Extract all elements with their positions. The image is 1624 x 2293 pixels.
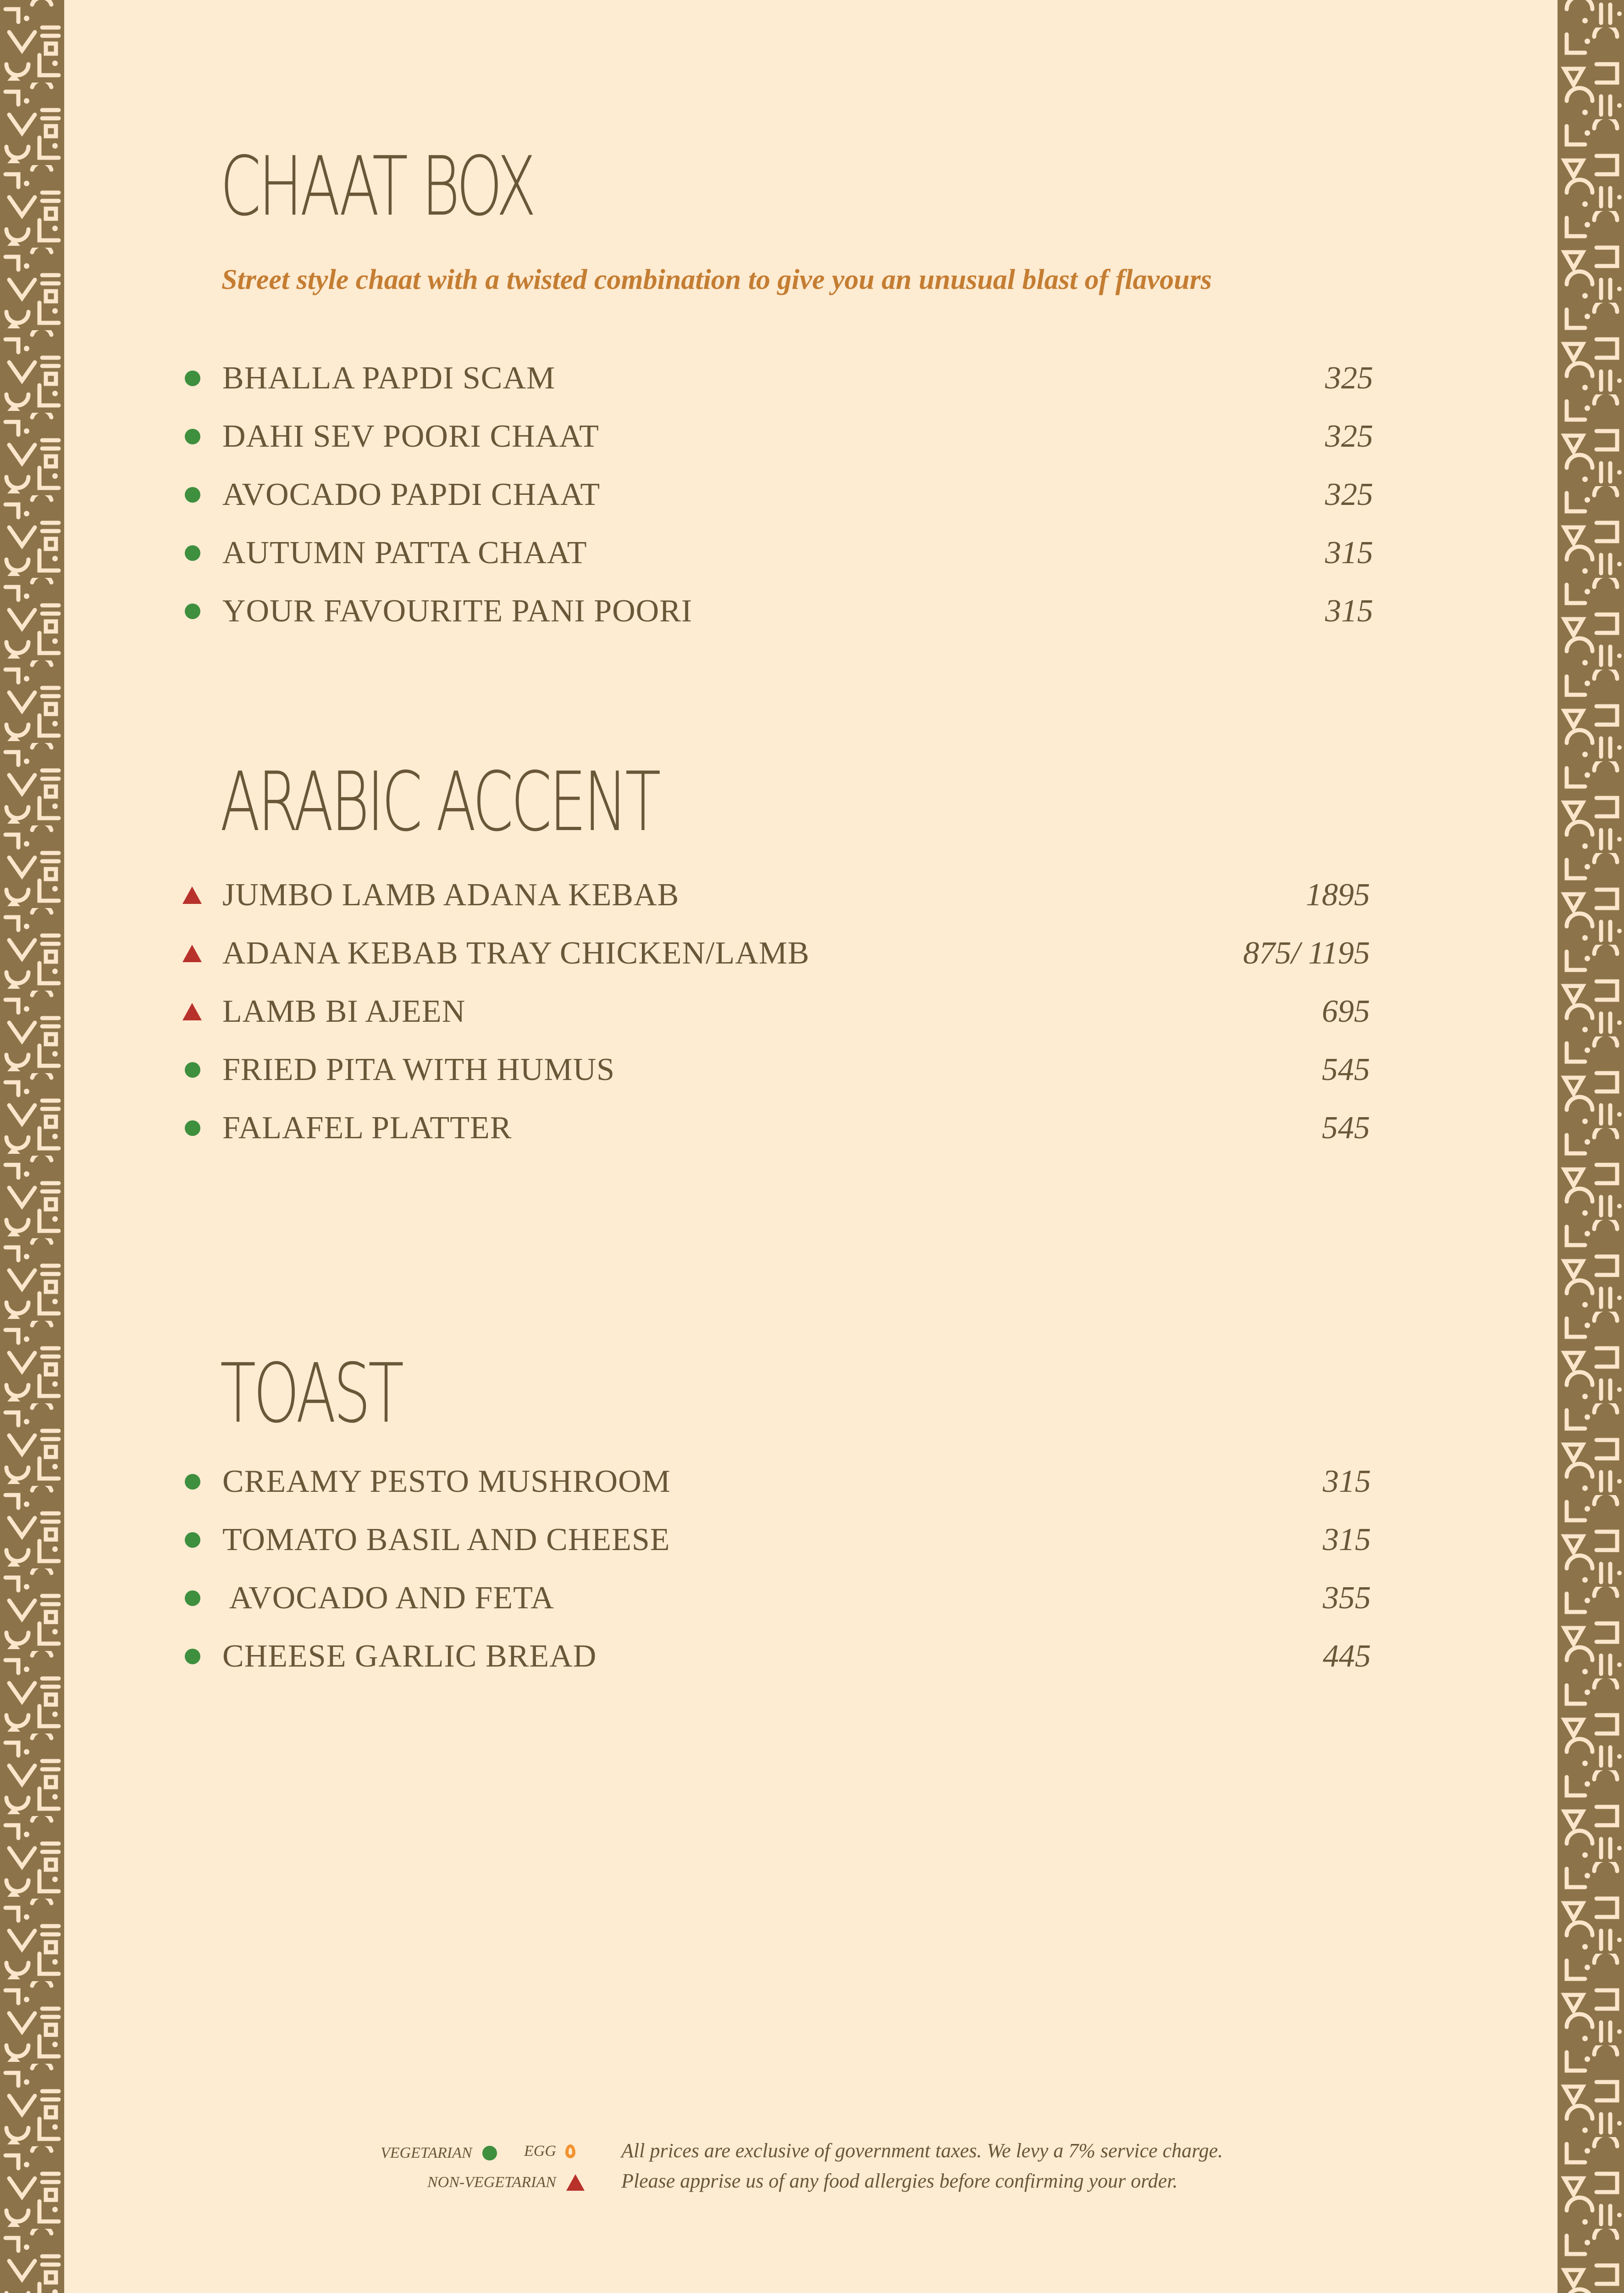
item-name: DAHI SEV POORI CHAAT [222,418,599,454]
item-price: 695 [1322,993,1370,1029]
vegetarian-dot-icon [185,1590,200,1606]
vegetarian-dot-icon [482,2146,497,2160]
item-name: YOUR FAVOURITE PANI POORI [222,593,693,629]
tribal-pattern-icon [1558,0,1624,2293]
vegetarian-dot-icon [185,1474,200,1490]
menu-item [181,866,1370,924]
item-name: CHEESE GARLIC BREAD [222,1638,597,1674]
item-name: FRIED PITA WITH HUMUS [222,1052,615,1087]
vegetarian-dot-icon [185,545,200,561]
menu-item [181,1041,1370,1099]
section-title-chaat-box: CHAAT BOX [220,139,534,234]
note-allergies: Please apprise us of any food allergies before confirming your order. [621,2170,1178,2192]
non-vegetarian-triangle-icon [566,2174,585,2191]
tribal-pattern-icon [0,0,64,2293]
item-price: 315 [1325,535,1373,570]
vegetarian-dot-icon [185,1649,200,1664]
vegetarian-dot-icon [185,1120,200,1136]
menu-item [181,1099,1370,1157]
item-price: 545 [1322,1110,1370,1146]
non-vegetarian-triangle-icon [182,886,202,904]
item-price: 325 [1325,418,1373,454]
item-name: JUMBO LAMB ADANA KEBAB [222,877,679,913]
non-vegetarian-triangle-icon [182,945,202,962]
item-price: 355 [1323,1580,1371,1616]
menu-item [181,407,1373,465]
item-price: 325 [1325,476,1373,512]
menu-item [181,924,1370,982]
menu-item [181,982,1370,1041]
item-price: 1895 [1306,877,1370,913]
legend-label-non-vegetarian: NON-VEGETARIAN [427,2174,556,2191]
menu-item [181,1627,1371,1685]
item-name: CREAMY PESTO MUSHROOM [222,1463,671,1499]
menu-item [181,524,1373,582]
item-name: LAMB BI AJEEN [222,993,466,1029]
vegetarian-dot-icon [185,1532,200,1548]
decorative-border-right [1558,0,1624,2293]
legend-label-vegetarian: VEGETARIAN [381,2144,472,2161]
menu-item [181,465,1373,524]
legend-vegetarian [381,2144,497,2162]
item-name: BHALLA PAPDI SCAM [222,360,556,396]
section-title-arabic-accent: ARABIC ACCENT [220,754,658,849]
item-price: 545 [1322,1052,1370,1087]
legend-label-egg: EGG [524,2143,556,2160]
item-price: 325 [1325,360,1373,396]
decorative-border-left [0,0,64,2293]
menu-item [181,1452,1371,1511]
item-price: 315 [1323,1463,1371,1499]
vegetarian-dot-icon [185,604,200,619]
item-name: TOMATO BASIL AND CHEESE [222,1522,670,1557]
item-price: 315 [1323,1522,1371,1557]
section-title-toast: TOAST [220,1346,402,1441]
menu-list-arabic-accent [181,866,1370,1157]
item-name: AVOCADO AND FETA [222,1580,554,1616]
egg-icon [565,2144,575,2158]
menu-list-toast [181,1452,1371,1685]
footer [0,2137,1624,2201]
vegetarian-dot-icon [185,487,200,503]
item-price: 445 [1323,1638,1371,1674]
menu-item [181,1511,1371,1569]
item-price: 875/ 1195 [1243,935,1370,971]
item-price: 315 [1325,593,1373,629]
vegetarian-dot-icon [185,371,200,386]
menu-item [181,1569,1371,1627]
vegetarian-dot-icon [185,429,200,444]
legend-egg [524,2143,575,2160]
item-name: AUTUMN PATTA CHAAT [222,535,587,570]
note-taxes: All prices are exclusive of government taxes. We levy a 7% service charge. [621,2139,1223,2162]
menu-item [181,349,1373,407]
legend-non-vegetarian [427,2174,585,2191]
section-subtitle-chaat-box: Street style chaat with a twisted combination to give you an unusual blast of flavours [221,264,1212,295]
item-name: FALAFEL PLATTER [222,1110,512,1146]
item-name: ADANA KEBAB TRAY CHICKEN/LAMB [222,935,810,971]
item-name: AVOCADO PAPDI CHAAT [222,476,601,512]
non-vegetarian-triangle-icon [182,1003,202,1020]
menu-item [181,582,1373,640]
menu-list-chaat-box [181,349,1373,640]
vegetarian-dot-icon [185,1062,200,1078]
